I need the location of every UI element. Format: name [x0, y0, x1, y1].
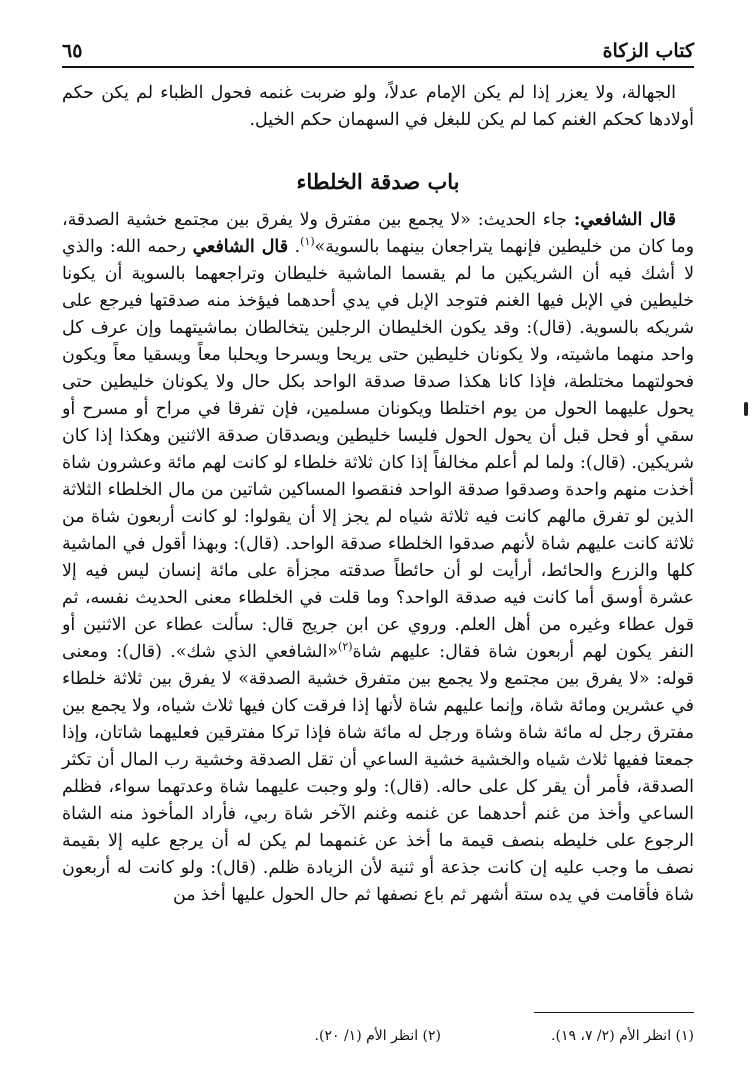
footnote-ref-1: (١) — [300, 235, 315, 249]
margin-mark — [744, 402, 748, 416]
speaker-label-2: قال الشافعي — [192, 237, 289, 257]
paragraph-text-1d: «الشافعي الذي شك». (قال): ومعنى قوله: «لا يفرق بين مجتمع ولا يجمع بين متفرق خشية الصدقة» لا يفرق بين ثلاثة خلطاء في عشرين ومائة شاة، وإنما عليهم شاة لأنها إذا فرقت كان فيها ثلاث شياه، ولا يجمع بين مفترق رجل له مائة شاة وشاة ورجل له مائة شاة فإذا تركا مفترقين فعليهما شاتان، وإذا جمعتا ففيها ثلاث شياه والخشية خشية الساعي أن تقل الصدقة وخشية رب المال أن تكثر الصدقة، فأمر أن يقر كل على حاله. (قال): ولو وجبت عليهما شاة وعدتهما سواء، فظلم الساعي وأخذ من غنم أحدهما عن غنمه وغنم الآخر شاة ربي، فأراد المأخوذ منه الشاة الرجوع على خليطه بنصف قيمة ما أخذ عن غنمهما لم يكن له أن يرجع عليه إلا بقيمة نصف ما وجب عليه إن كانت جذعة أو ثنية لأن الزيادة ظلم. (قال): ولو كانت له أربعون شاة فأقامت في يده ستة أشهر ثم باع نصفها ثم حال الحول عليها أخذ من — [62, 642, 694, 905]
footnote-1: (١) انظر الأم (٢/ ٧، ١٩). — [551, 1028, 694, 1044]
section-title: باب صدقة الخلطاء — [296, 169, 460, 194]
opening-paragraph: الجهالة، ولا يعزر إذا لم يكن الإمام عدلاً، ولو ضربت غنمه فحول الظباء لم يكن حكم أولادها كحكم الغنم كما لم يكن للبغل في السهمان حكم الخيل. — [62, 83, 694, 130]
footnotes — [62, 1028, 694, 1044]
section-paragraph — [62, 207, 694, 909]
running-head — [62, 30, 694, 68]
footnote-separator — [534, 1012, 694, 1013]
page-number: ٦٥ — [62, 40, 83, 62]
paragraph-text-1a: جاء الحديث: «لا يجمع بين مفترق ولا يفرق بين مجتمع خشية الصدقة، وما كان من خليطين فإنهما يتراجعان بينهما بالسوية» — [62, 210, 694, 257]
speaker-label: قال الشافعي: — [573, 210, 676, 230]
footnote-2: (٢) انظر الأم (١/ ٢٠). — [314, 1028, 442, 1044]
main-text — [62, 80, 694, 909]
paragraph-text-1b: . — [288, 237, 301, 257]
footnote-ref-2: (٢) — [338, 640, 353, 654]
paragraph-text-1c: رحمه الله: والذي لا أشك فيه أن الشريكين ما لم يقسما الماشية خليطان وتراجعهما بالسوية أن يكونا خليطين في الإبل فيها الغنم فتوجد الإبل في يدي أحدهما فيؤخذ منه صدقتها فيرجع على شريكه بالسوية. (قال): وقد يكون الخليطان الرجلين يتخالطان بماشيتهما وإن عرف كل واحد منهما ماشيته، ولا يكونان خليطين حتى يريحا ويسرحا ويحلبا معاً ويسقيا معاً ويكون فحولتهما مختلطة، فإذا كانا هكذا صدقا صدقة الواحد بكل حال ولا يكونان خليطين حتى يحول عليهما الحول من يوم اختلطا ويكونان مسلمين، فإن تفرقا في مراح أو مسرح أو سقي أو فحل قبل أن يحول الحول فليسا خليطين ويصدقان صدقة الاثنين وهكذا إذا كان شريكين. (قال): ولما لم أعلم مخالفاً إذا كان ثلاثة خلطاء لو كانت لهم مائة وعشرون شاة أخذت منهم واحدة وصدقوا صدقة الواحد فنقصوا المساكين شاتين من مال الخلطاء الثلاثة الذين لو تفرق مالهم كانت فيه ثلاثة شياه لم يجز إلا أن يقولوا: لو كانت أربعون شاة من ثلاثة كانت عليهم شاة لأنهم صدقوا الخلطاء صدقة الواحد. (قال): وبهذا أقول في الماشية كلها والزرع والحائط، أرأيت لو أن حائطاً صدقته مجزأة على مائة إنسان ليس فيه إلا عشرة أوسق أما كانت فيه صدقة الواحد؟ وما قلت في الخلطاء معنى الحديث نفسه، ثم قول عطاء وغيره من أهل العلم. وروي عن ابن جريج قال: سألت عطاء عن الاثنين أو النفر يكون لهم أربعون شاة فقال: عليهم شاة — [62, 237, 695, 662]
book-title: كتاب الزكاة — [602, 40, 694, 62]
